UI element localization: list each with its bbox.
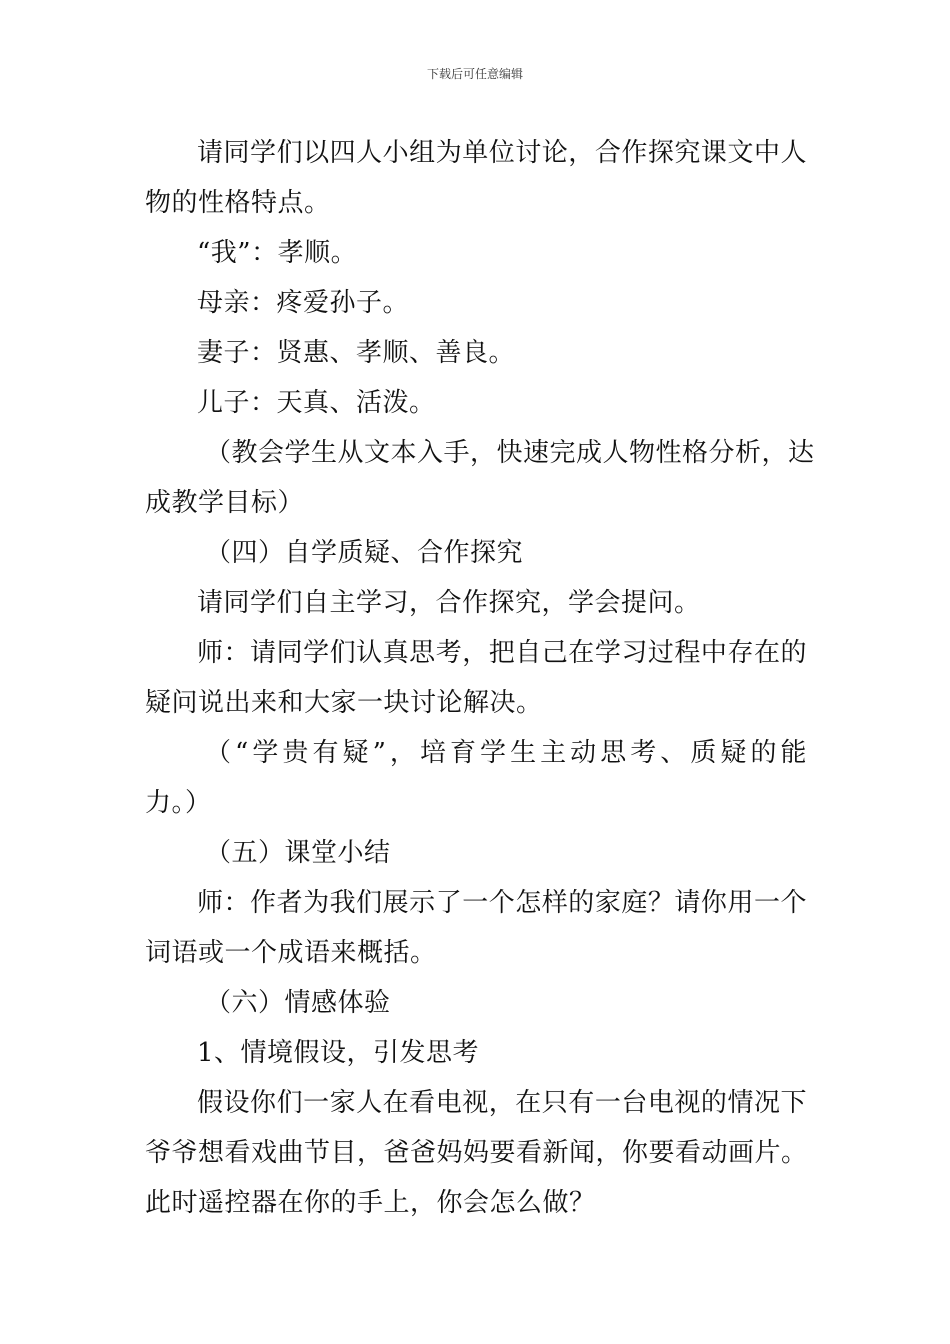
paragraph-line: 儿子：天真、活泼。 [197,388,436,418]
paragraph-line: 成教学目标） [145,488,305,518]
page-header: 下载后可任意编辑 [426,67,523,81]
paragraph-line: 疑问说出来和大家一块讨论解决。 [145,688,543,718]
paragraph-line: 师：请同学们认真思考，把自己在学习过程中存在的 [197,638,807,668]
section-heading: （五）课堂小结 [205,838,391,868]
document-body [145,128,815,1228]
paragraph-line: 此时遥控器在你的手上，你会怎么做？ [145,1188,596,1218]
paragraph-line: （“学贵有疑”，培育学生主动思考、质疑的能 [205,738,807,768]
paragraph-line: 请同学们以四人小组为单位讨论，合作探究课文中人 [197,138,807,168]
section-heading: （六）情感体验 [205,988,391,1018]
paragraph-line: 1、情境假设，引发思考 [197,1038,480,1068]
paragraph-line: 词语或一个成语来概括。 [145,938,437,968]
paragraph-line: 假设你们一家人在看电视，在只有一台电视的情况下 [197,1088,807,1118]
paragraph-line: 请同学们自主学习，合作探究，学会提问。 [197,588,701,618]
paragraph-line: 力。） [145,788,212,818]
paragraph-line: 物的性格特点。 [145,188,331,218]
paragraph-line: 母亲：疼爱孙子。 [197,288,410,318]
paragraph-line: 妻子：贤惠、孝顺、善良。 [197,338,516,368]
paragraph-line: 师：作者为我们展示了一个怎样的家庭？请你用一个 [197,888,807,918]
paragraph-line: （教会学生从文本入手，快速完成人物性格分析，达 [205,438,815,468]
section-heading: （四）自学质疑、合作探究 [205,538,524,568]
paragraph-line: “我”：孝顺。 [197,238,358,268]
paragraph-line: 爷爷想看戏曲节目，爸爸妈妈要看新闻，你要看动画片。 [145,1138,808,1168]
